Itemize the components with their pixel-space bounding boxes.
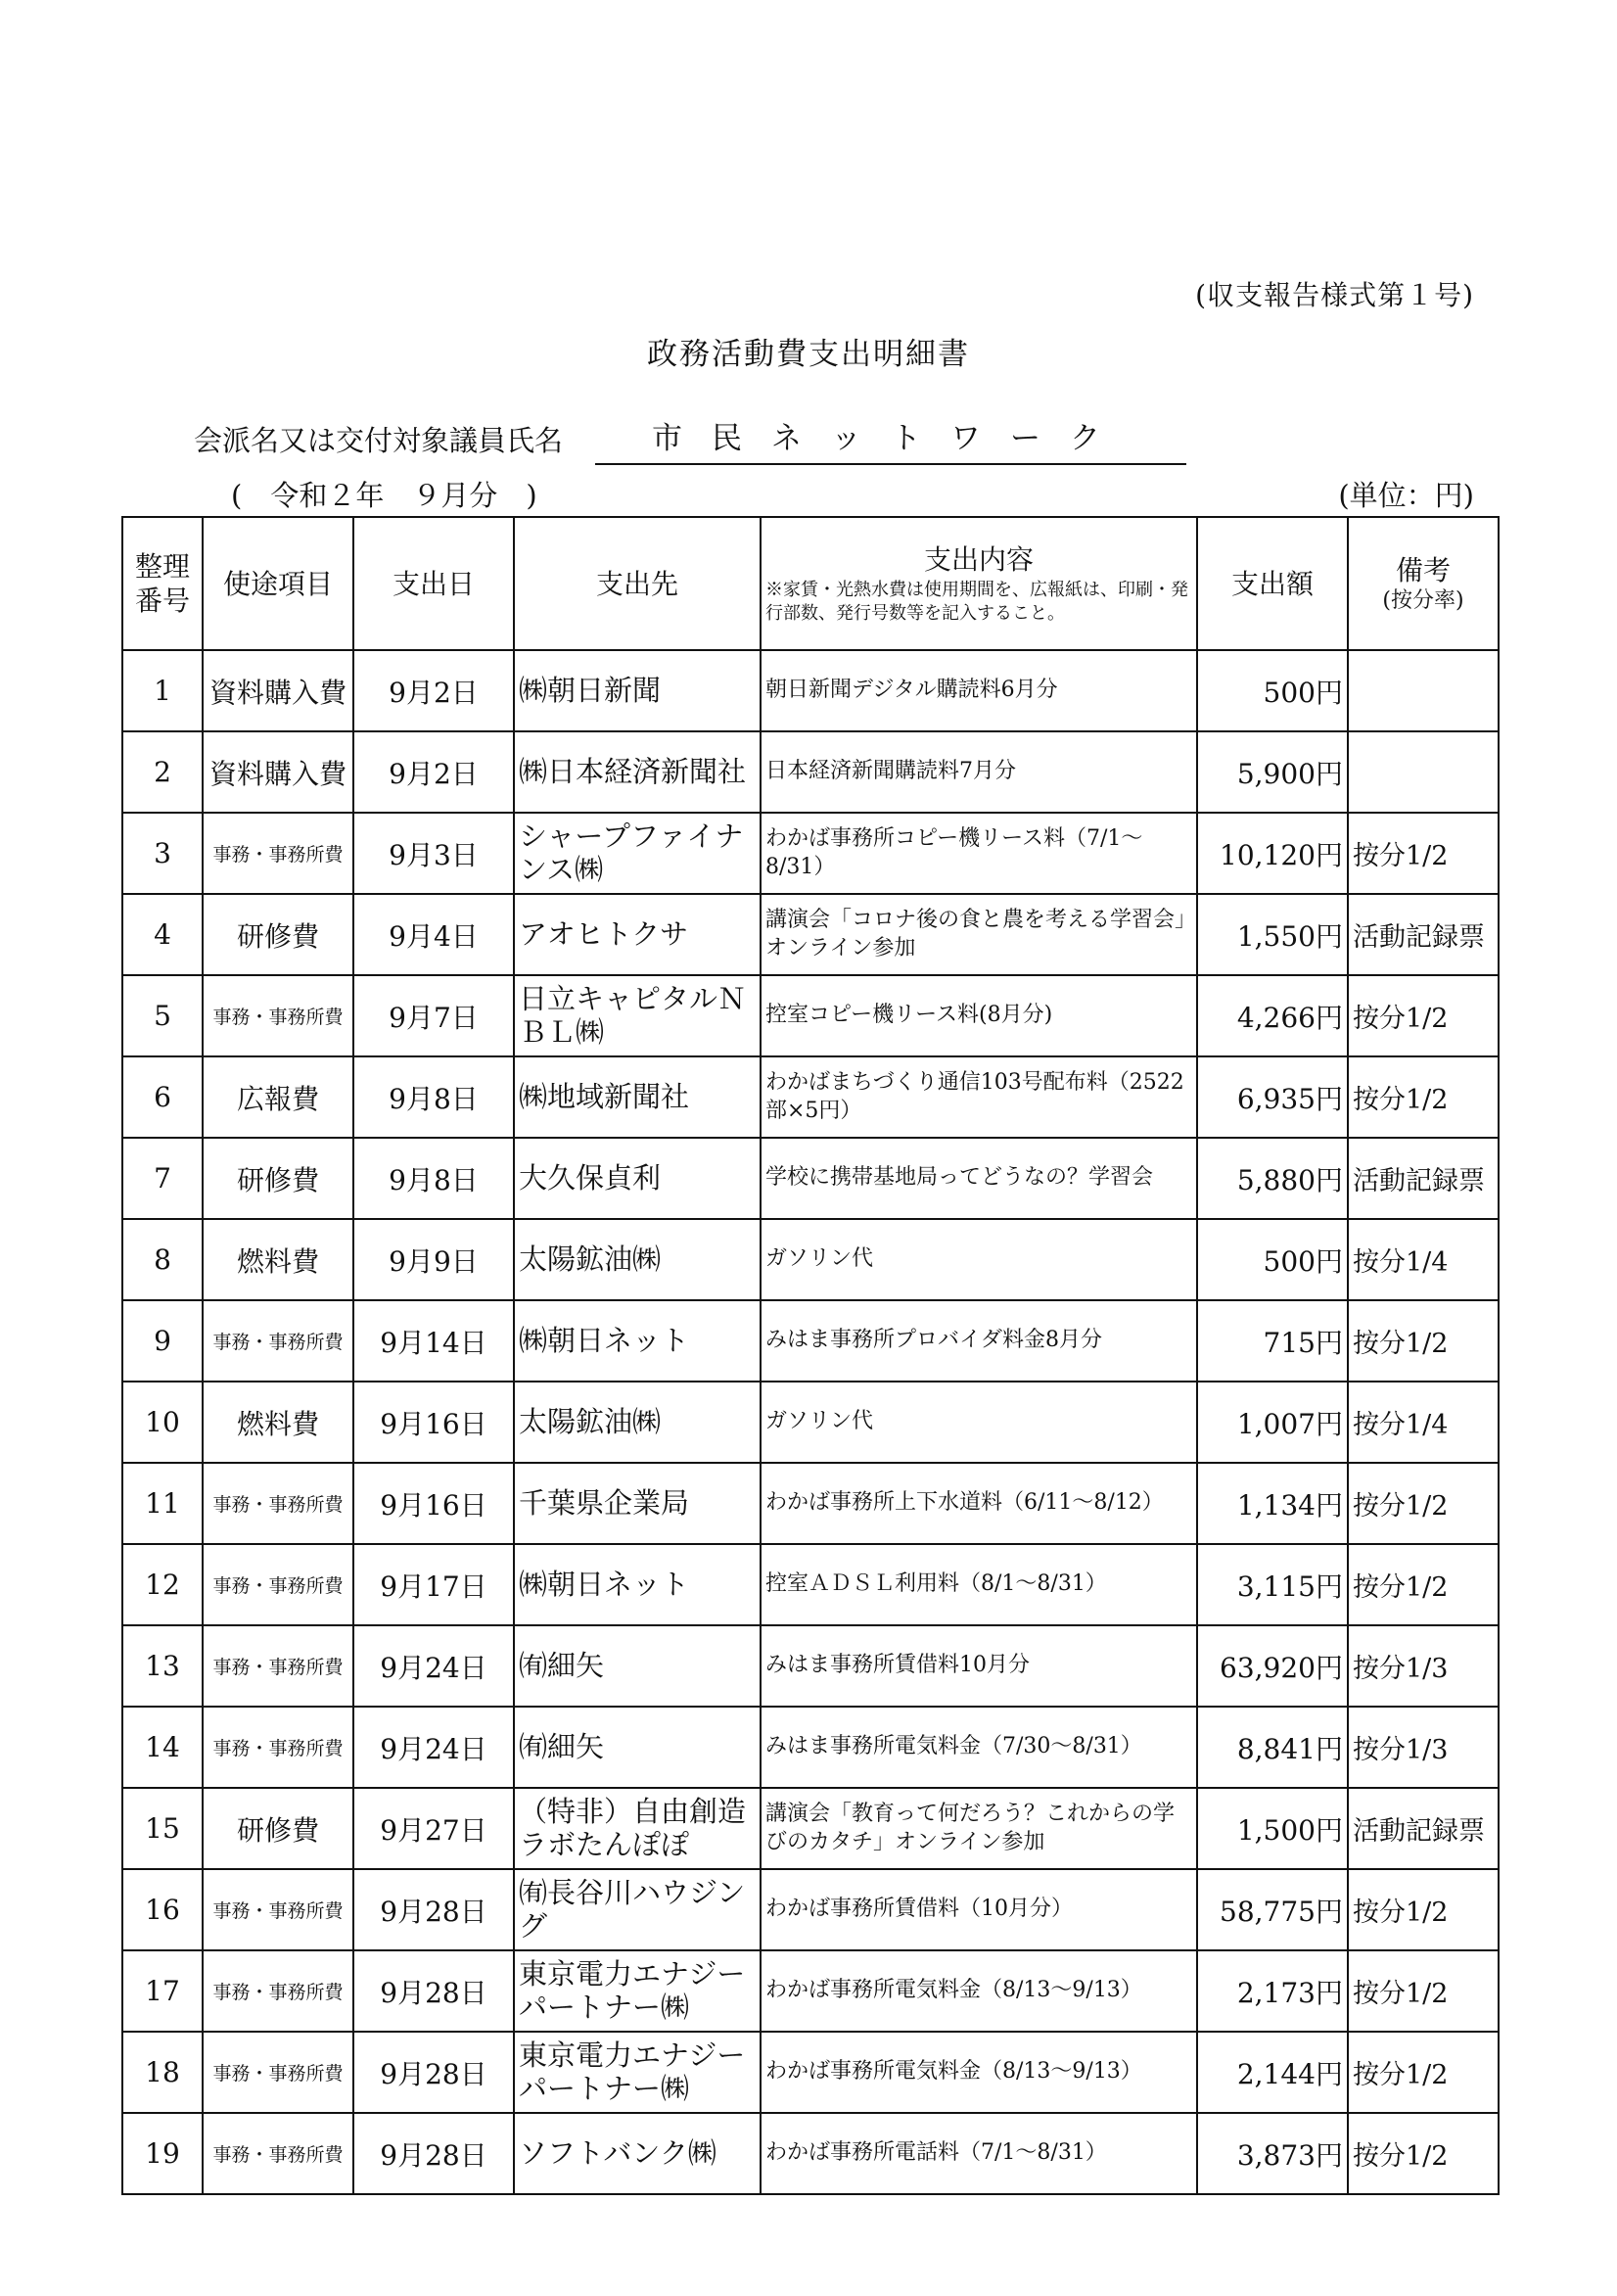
expense-description: 日本経済新聞購読料7月分 [761, 731, 1197, 813]
payee: 太陽鉱油㈱ [514, 1219, 761, 1300]
expense-description: 朝日新聞デジタル購読料6月分 [761, 650, 1197, 731]
expense-category: 事務・事務所費 [203, 1869, 353, 1950]
expense-date: 9月16日 [353, 1382, 514, 1463]
expense-date: 9月8日 [353, 1056, 514, 1138]
expense-category: 事務・事務所費 [203, 2113, 353, 2194]
table-row [122, 1219, 1499, 1300]
table-body [122, 650, 1499, 2194]
expense-table [121, 516, 1500, 2195]
expense-description: わかば事務所上下水道料（6/11～8/12） [761, 1463, 1197, 1544]
table-row [122, 1138, 1499, 1219]
header-amount: 支出額 [1197, 517, 1348, 650]
expense-category: 事務・事務所費 [203, 1544, 353, 1625]
expense-category: 燃料費 [203, 1219, 353, 1300]
faction-name: 市民ネットワーク [595, 413, 1186, 465]
remark: 活動記録票 [1348, 894, 1499, 975]
expense-date: 9月2日 [353, 650, 514, 731]
payee: 大久保貞利 [514, 1138, 761, 1219]
expense-date: 9月14日 [353, 1300, 514, 1382]
row-number: 11 [122, 1463, 203, 1544]
row-number: 19 [122, 2113, 203, 2194]
payee: シャープファイナンス㈱ [514, 813, 761, 894]
expense-description: 学校に携帯基地局ってどうなの？学習会 [761, 1138, 1197, 1219]
table-row [122, 1950, 1499, 2032]
expense-amount: 3,115円 [1197, 1544, 1348, 1625]
expense-description: わかばまちづくり通信103号配布料（2522部×5円） [761, 1056, 1197, 1138]
row-number: 18 [122, 2032, 203, 2113]
payee: 千葉県企業局 [514, 1463, 761, 1544]
expense-description: みはま事務所賃借料10月分 [761, 1625, 1197, 1707]
payee: 太陽鉱油㈱ [514, 1382, 761, 1463]
expense-date: 9月27日 [353, 1788, 514, 1869]
expense-description: みはま事務所プロバイダ料金8月分 [761, 1300, 1197, 1382]
payee: ㈱日本経済新聞社 [514, 731, 761, 813]
expense-date: 9月28日 [353, 1950, 514, 2032]
table-header-row [122, 517, 1499, 650]
expense-category: 事務・事務所費 [203, 813, 353, 894]
expense-date: 9月28日 [353, 1869, 514, 1950]
expense-category: 事務・事務所費 [203, 975, 353, 1056]
reporting-period: ( 令和２年 ９月分 ) [231, 479, 537, 512]
row-number: 13 [122, 1625, 203, 1707]
payee: ㈱地域新聞社 [514, 1056, 761, 1138]
table-row [122, 731, 1499, 813]
row-number: 12 [122, 1544, 203, 1625]
payee: ㈲細矢 [514, 1625, 761, 1707]
payee: アオヒトクサ [514, 894, 761, 975]
table-row [122, 1788, 1499, 1869]
expense-description: 講演会「コロナ後の食と農を考える学習会」オンライン参加 [761, 894, 1197, 975]
table-row [122, 1625, 1499, 1707]
remark: 按分1/3 [1348, 1707, 1499, 1788]
remark [1348, 650, 1499, 731]
remark: 按分1/2 [1348, 1544, 1499, 1625]
header-remark-sub: (按分率) [1382, 587, 1464, 613]
expense-amount: 63,920円 [1197, 1625, 1348, 1707]
expense-amount: 4,266円 [1197, 975, 1348, 1056]
expense-description: ガソリン代 [761, 1382, 1197, 1463]
table-row [122, 1544, 1499, 1625]
expense-date: 9月16日 [353, 1463, 514, 1544]
expense-category: 事務・事務所費 [203, 1950, 353, 2032]
expense-description: わかば事務所電気料金（8/13～9/13） [761, 2032, 1197, 2113]
row-number: 6 [122, 1056, 203, 1138]
expense-date: 9月7日 [353, 975, 514, 1056]
expense-category: 事務・事務所費 [203, 1463, 353, 1544]
document-title: 政務活動費支出明細書 [647, 337, 970, 372]
expense-description: 控室コピー機リース料(8月分) [761, 975, 1197, 1056]
payee: 東京電力エナジーパートナー㈱ [514, 1950, 761, 2032]
expense-date: 9月28日 [353, 2032, 514, 2113]
expense-amount: 1,500円 [1197, 1788, 1348, 1869]
expense-amount: 2,144円 [1197, 2032, 1348, 2113]
currency-unit: (単位：円) [1338, 479, 1474, 512]
expense-description: わかば事務所電気料金（8/13～9/13） [761, 1950, 1197, 2032]
remark: 按分1/2 [1348, 1300, 1499, 1382]
header-content-title: 支出内容 [923, 543, 1034, 577]
expense-description: ガソリン代 [761, 1219, 1197, 1300]
expense-category: 研修費 [203, 894, 353, 975]
table-row [122, 1056, 1499, 1138]
expense-category: 事務・事務所費 [203, 1300, 353, 1382]
expense-description: 控室ＡＤＳＬ利用料（8/1～8/31） [761, 1544, 1197, 1625]
expense-category: 広報費 [203, 1056, 353, 1138]
expense-date: 9月4日 [353, 894, 514, 975]
table-row [122, 1463, 1499, 1544]
expense-date: 9月28日 [353, 2113, 514, 2194]
expense-category: 燃料費 [203, 1382, 353, 1463]
remark: 按分1/3 [1348, 1625, 1499, 1707]
payee: （特非）自由創造ラボたんぽぽ [514, 1788, 761, 1869]
expense-date: 9月2日 [353, 731, 514, 813]
expense-category: 研修費 [203, 1788, 353, 1869]
faction-label: 会派名又は交付対象議員氏名 [194, 424, 564, 457]
expense-description: みはま事務所電気料金（7/30～8/31） [761, 1707, 1197, 1788]
header-no: 整理番号 [122, 517, 203, 650]
row-number: 4 [122, 894, 203, 975]
table-row [122, 894, 1499, 975]
expense-date: 9月17日 [353, 1544, 514, 1625]
payee: ㈲細矢 [514, 1707, 761, 1788]
expense-category: 事務・事務所費 [203, 1625, 353, 1707]
expense-amount: 715円 [1197, 1300, 1348, 1382]
remark: 按分1/2 [1348, 975, 1499, 1056]
remark: 按分1/2 [1348, 813, 1499, 894]
payee: 東京電力エナジーパートナー㈱ [514, 2032, 761, 2113]
row-number: 5 [122, 975, 203, 1056]
remark: 按分1/2 [1348, 1950, 1499, 2032]
payee: 日立キャピタルＮＢＬ㈱ [514, 975, 761, 1056]
form-number-label: (収支報告様式第１号) [1195, 279, 1474, 311]
table-row [122, 2032, 1499, 2113]
expense-amount: 500円 [1197, 1219, 1348, 1300]
expense-amount: 1,550円 [1197, 894, 1348, 975]
remark: 按分1/4 [1348, 1382, 1499, 1463]
payee: ㈱朝日ネット [514, 1544, 761, 1625]
remark: 按分1/2 [1348, 2032, 1499, 2113]
table-row [122, 1869, 1499, 1950]
expense-amount: 5,900円 [1197, 731, 1348, 813]
expense-category: 資料購入費 [203, 650, 353, 731]
expense-amount: 58,775円 [1197, 1869, 1348, 1950]
expense-amount: 1,007円 [1197, 1382, 1348, 1463]
expense-date: 9月9日 [353, 1219, 514, 1300]
row-number: 1 [122, 650, 203, 731]
remark [1348, 731, 1499, 813]
row-number: 17 [122, 1950, 203, 2032]
remark: 活動記録票 [1348, 1138, 1499, 1219]
header-payee: 支出先 [514, 517, 761, 650]
row-number: 2 [122, 731, 203, 813]
row-number: 16 [122, 1869, 203, 1950]
expense-amount: 5,880円 [1197, 1138, 1348, 1219]
expense-date: 9月3日 [353, 813, 514, 894]
row-number: 10 [122, 1382, 203, 1463]
expense-category: 資料購入費 [203, 731, 353, 813]
header-remark-title: 備考 [1395, 553, 1451, 586]
header-item: 使途項目 [203, 517, 353, 650]
expense-category: 事務・事務所費 [203, 1707, 353, 1788]
expense-amount: 8,841円 [1197, 1707, 1348, 1788]
expense-amount: 500円 [1197, 650, 1348, 731]
expense-date: 9月8日 [353, 1138, 514, 1219]
payee: ㈲長谷川ハウジング [514, 1869, 761, 1950]
remark: 活動記録票 [1348, 1788, 1499, 1869]
remark: 按分1/2 [1348, 1056, 1499, 1138]
table-row [122, 813, 1499, 894]
expense-description: わかば事務所コピー機リース料（7/1～8/31） [761, 813, 1197, 894]
table-row [122, 650, 1499, 731]
expense-amount: 1,134円 [1197, 1463, 1348, 1544]
row-number: 14 [122, 1707, 203, 1788]
header-content-note: ※家賃・光熱水費は使用期間を、広報紙は、印刷・発行部数、発行号数等を記入すること。 [765, 580, 1188, 624]
header-remark [1348, 517, 1499, 650]
payee: ㈱朝日ネット [514, 1300, 761, 1382]
remark: 按分1/2 [1348, 1463, 1499, 1544]
row-number: 7 [122, 1138, 203, 1219]
expense-date: 9月24日 [353, 1625, 514, 1707]
expense-amount: 6,935円 [1197, 1056, 1348, 1138]
expense-description: わかば事務所賃借料（10月分） [761, 1869, 1197, 1950]
expense-date: 9月24日 [353, 1707, 514, 1788]
row-number: 3 [122, 813, 203, 894]
table-row [122, 2113, 1499, 2194]
table-row [122, 975, 1499, 1056]
header-date: 支出日 [353, 517, 514, 650]
table-row [122, 1707, 1499, 1788]
payee: ソフトバンク㈱ [514, 2113, 761, 2194]
expense-amount: 3,873円 [1197, 2113, 1348, 2194]
expense-amount: 2,173円 [1197, 1950, 1348, 2032]
row-number: 9 [122, 1300, 203, 1382]
expense-category: 事務・事務所費 [203, 2032, 353, 2113]
remark: 按分1/2 [1348, 2113, 1499, 2194]
row-number: 15 [122, 1788, 203, 1869]
expense-amount: 10,120円 [1197, 813, 1348, 894]
table-row [122, 1300, 1499, 1382]
remark: 按分1/4 [1348, 1219, 1499, 1300]
expense-description: 講演会「教育って何だろう？これからの学びのカタチ」オンライン参加 [761, 1788, 1197, 1869]
header-content [761, 517, 1197, 650]
payee: ㈱朝日新聞 [514, 650, 761, 731]
row-number: 8 [122, 1219, 203, 1300]
remark: 按分1/2 [1348, 1869, 1499, 1950]
table-row [122, 1382, 1499, 1463]
expense-description: わかば事務所電話料（7/1～8/31） [761, 2113, 1197, 2194]
expense-category: 研修費 [203, 1138, 353, 1219]
